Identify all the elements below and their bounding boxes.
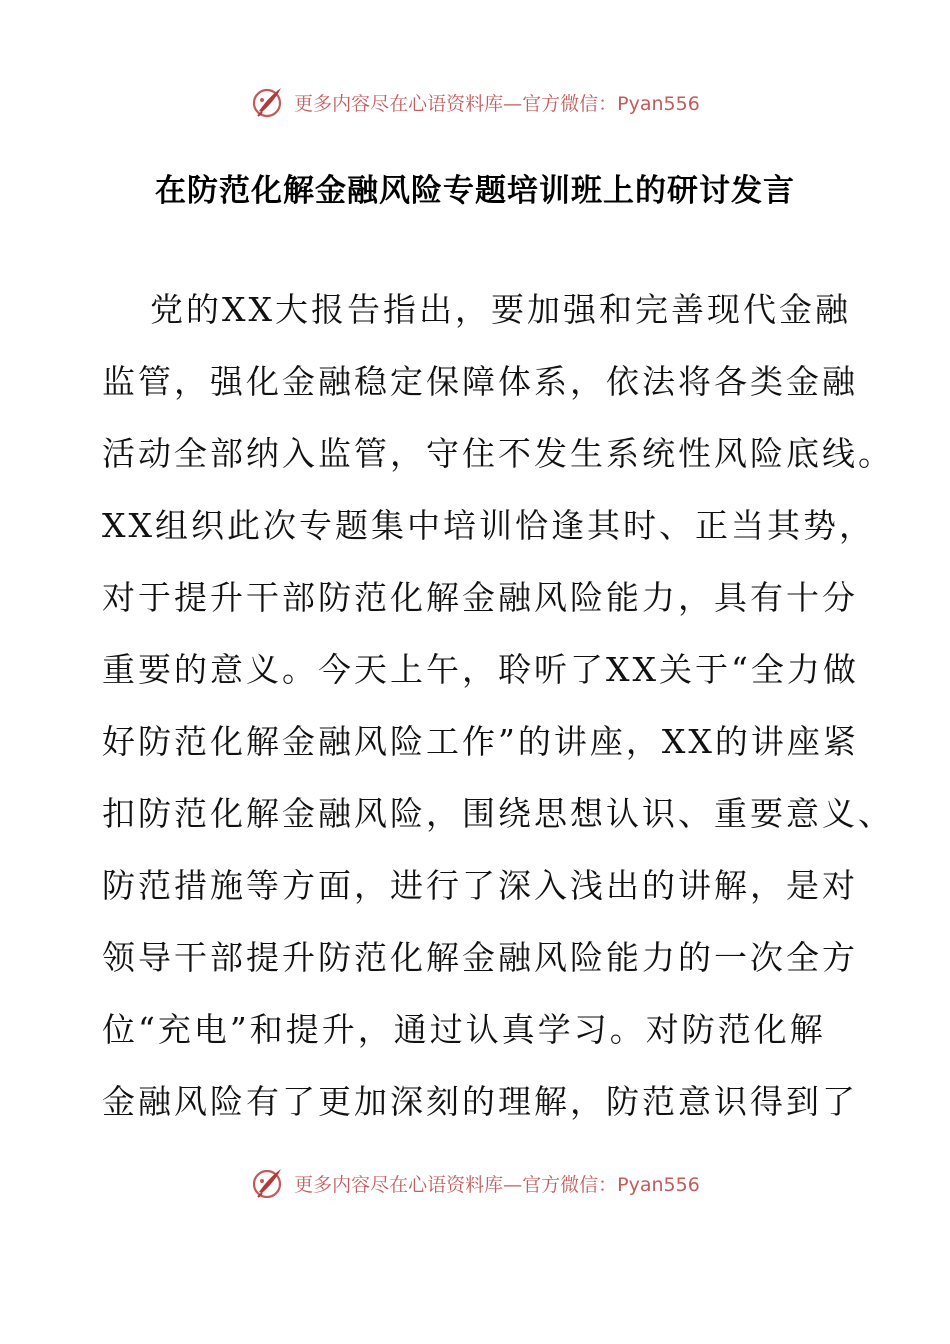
- body-line: XX组织此次专题集中培训恰逢其时、正当其势，: [102, 506, 875, 545]
- body-line: 金融风险有了更加深刻的理解，防范意识得到了: [102, 1082, 858, 1121]
- body-line: 监管，强化金融稳定保障体系，依法将各类金融: [102, 362, 858, 401]
- body-line: 党的XX大报告指出，要加强和完善现代金融: [150, 290, 851, 329]
- body-line: 活动全部纳入监管，守住不发生系统性风险底线。: [102, 434, 894, 473]
- body-line: 扣防范化解金融风险，围绕思想认识、重要意义、: [102, 794, 894, 833]
- header-watermark-banner: [0, 80, 950, 124]
- watermark-text: 更多内容尽在心语资料库—官方微信：Pyan556: [294, 1173, 700, 1196]
- body-line: 对于提升干部防范化解金融风险能力，具有十分: [102, 578, 858, 617]
- body-line: 好防范化解金融风险工作”的讲座，XX的讲座紧: [102, 722, 859, 761]
- document-title: 在防范化解金融风险专题培训班上的研讨发言: [155, 173, 795, 209]
- quill-pen-logo-icon: [250, 1165, 286, 1201]
- watermark-text: 更多内容尽在心语资料库—官方微信：Pyan556: [294, 92, 700, 115]
- body-line: 防范措施等方面，进行了深入浅出的讲解，是对: [102, 866, 858, 905]
- watermark-handle: Pyan556: [617, 1173, 700, 1196]
- body-line: 领导干部提升防范化解金融风险能力的一次全方: [102, 938, 858, 977]
- watermark-handle: Pyan556: [617, 92, 700, 115]
- footer-watermark-banner: [0, 1161, 950, 1205]
- document-body: [102, 274, 894, 1138]
- quill-pen-logo-icon: [250, 84, 286, 120]
- body-line: 重要的意义。今天上午，聆听了XX关于“全力做: [102, 650, 859, 689]
- body-line: 位“充电”和提升，通过认真学习。对防范化解: [102, 1010, 826, 1049]
